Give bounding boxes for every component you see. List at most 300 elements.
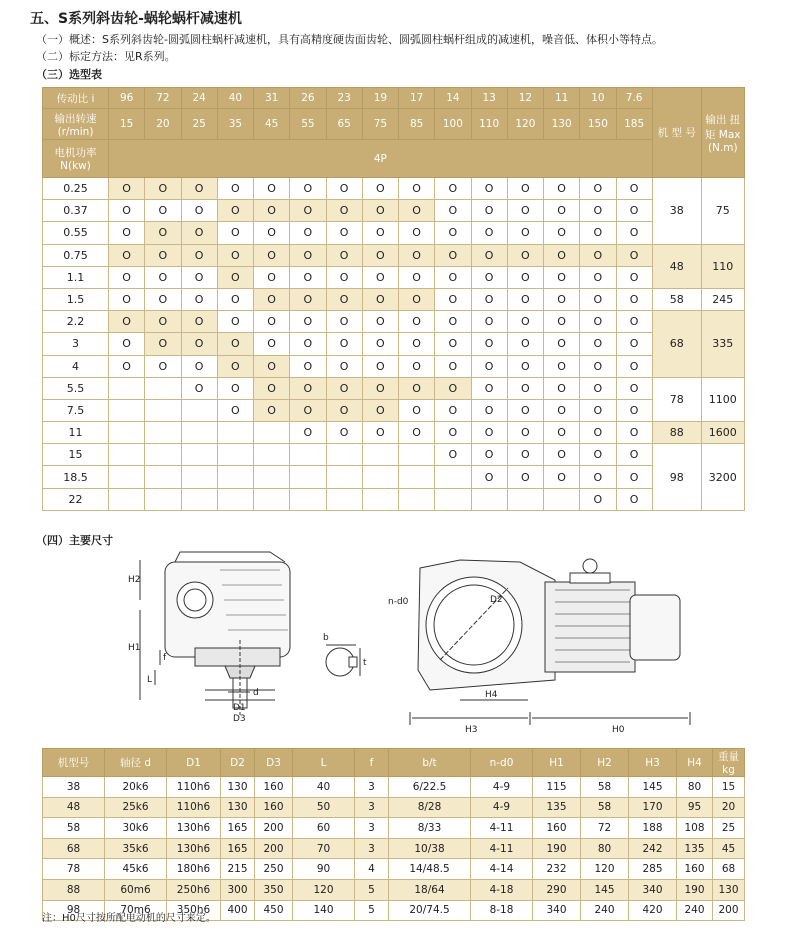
availability-cell: O	[399, 200, 435, 222]
torque-value: 110	[701, 244, 744, 288]
availability-cell: O	[145, 244, 181, 266]
ratio-value: 96	[109, 88, 145, 109]
label-d2: D2	[490, 595, 503, 605]
availability-cell: O	[362, 333, 398, 355]
availability-cell: O	[217, 355, 253, 377]
dimension-cell: 130	[713, 879, 745, 900]
availability-cell	[507, 488, 543, 510]
label-d3: D3	[233, 714, 246, 724]
power-value: 3	[43, 333, 109, 355]
dimension-cell: 135	[533, 797, 581, 818]
availability-cell	[109, 377, 145, 399]
availability-cell: O	[544, 222, 580, 244]
availability-cell: O	[471, 288, 507, 310]
ratio-value: 23	[326, 88, 362, 109]
availability-cell: O	[399, 244, 435, 266]
dimension-cell: 3	[355, 818, 389, 839]
ratio-label: 传动比 i	[43, 88, 109, 109]
dimension-row	[43, 859, 745, 880]
availability-cell: O	[109, 288, 145, 310]
dimension-cell: 200	[713, 900, 745, 921]
dimension-cell: 145	[629, 777, 677, 798]
dimension-cell: 18/64	[389, 879, 471, 900]
availability-cell: O	[580, 422, 616, 444]
availability-cell: O	[181, 222, 217, 244]
dimension-cell: 140	[293, 900, 355, 921]
model-value: 98	[652, 444, 701, 511]
power-value: 0.55	[43, 222, 109, 244]
availability-cell	[181, 399, 217, 421]
dimension-cell: 215	[221, 859, 255, 880]
availability-cell: O	[181, 355, 217, 377]
availability-cell: O	[109, 355, 145, 377]
speed-value: 65	[326, 109, 362, 140]
availability-cell	[399, 444, 435, 466]
availability-cell: O	[616, 399, 652, 421]
dimension-cell: 450	[255, 900, 293, 921]
dimension-cell: 145	[581, 879, 629, 900]
dimension-cell: 80	[581, 838, 629, 859]
availability-cell: O	[507, 466, 543, 488]
availability-cell	[254, 422, 290, 444]
availability-cell: O	[507, 222, 543, 244]
availability-cell: O	[109, 200, 145, 222]
availability-cell: O	[435, 422, 471, 444]
availability-cell	[290, 466, 326, 488]
dimension-cell: 130h6	[167, 838, 221, 859]
torque-value: 335	[701, 311, 744, 378]
dimension-cell: 58	[581, 797, 629, 818]
availability-cell: O	[435, 444, 471, 466]
availability-cell: O	[254, 288, 290, 310]
dimension-cell: 50	[293, 797, 355, 818]
label-t: t	[363, 658, 367, 668]
availability-cell: O	[616, 178, 652, 200]
availability-cell: O	[507, 377, 543, 399]
dimension-cell: 110h6	[167, 797, 221, 818]
dimension-cell: 45	[713, 838, 745, 859]
selection-row	[43, 488, 745, 510]
availability-cell: O	[616, 333, 652, 355]
dimension-cell: 6/22.5	[389, 777, 471, 798]
availability-cell: O	[290, 178, 326, 200]
dimension-cell: 98	[43, 900, 105, 921]
availability-cell: O	[544, 399, 580, 421]
dimension-cell: 5	[355, 879, 389, 900]
availability-cell: O	[145, 200, 181, 222]
dimension-row	[43, 818, 745, 839]
availability-cell: O	[580, 222, 616, 244]
availability-cell: O	[362, 422, 398, 444]
dimension-cell: 340	[533, 900, 581, 921]
dimension-cell: 25	[713, 818, 745, 839]
dimension-cell: 120	[581, 859, 629, 880]
dimension-cell: 180h6	[167, 859, 221, 880]
availability-cell: O	[181, 311, 217, 333]
availability-cell: O	[109, 222, 145, 244]
availability-cell: O	[544, 422, 580, 444]
availability-cell: O	[616, 311, 652, 333]
availability-cell	[399, 488, 435, 510]
availability-cell: O	[362, 200, 398, 222]
availability-cell	[181, 444, 217, 466]
availability-cell: O	[217, 377, 253, 399]
dimension-cell: 95	[677, 797, 713, 818]
dimension-cell: 4-11	[471, 838, 533, 859]
availability-cell: O	[580, 444, 616, 466]
dimension-cell: 4-9	[471, 797, 533, 818]
availability-cell	[326, 488, 362, 510]
speed-value: 15	[109, 109, 145, 140]
availability-cell: O	[544, 288, 580, 310]
availability-cell: O	[507, 422, 543, 444]
ratio-value: 26	[290, 88, 326, 109]
power-value: 0.75	[43, 244, 109, 266]
availability-cell: O	[435, 333, 471, 355]
availability-cell: O	[217, 399, 253, 421]
availability-cell	[181, 466, 217, 488]
availability-cell	[326, 444, 362, 466]
dimension-cell: 250	[255, 859, 293, 880]
availability-cell: O	[254, 355, 290, 377]
availability-cell: O	[145, 178, 181, 200]
marking-text: 见R系列。	[124, 50, 176, 63]
availability-cell: O	[435, 222, 471, 244]
availability-cell	[181, 422, 217, 444]
availability-cell: O	[471, 444, 507, 466]
speed-value: 20	[145, 109, 181, 140]
dimension-cell: 232	[533, 859, 581, 880]
ratio-value: 17	[399, 88, 435, 109]
ratio-value: 10	[580, 88, 616, 109]
availability-cell: O	[544, 355, 580, 377]
availability-cell: O	[326, 288, 362, 310]
availability-cell: O	[435, 355, 471, 377]
label-l: L	[147, 675, 153, 685]
dimension-cell: 70m6	[105, 900, 167, 921]
availability-cell: O	[109, 266, 145, 288]
page-title: 五、S系列斜齿轮-蜗轮蜗杆减速机	[30, 11, 242, 27]
speed-value: 35	[217, 109, 253, 140]
power-value: 1.5	[43, 288, 109, 310]
footnote: 注：H0尺寸按所配电动机的尺寸来定。	[42, 913, 216, 924]
availability-cell: O	[181, 266, 217, 288]
dimension-row	[43, 838, 745, 859]
dimension-header-cell: H4	[677, 749, 713, 777]
dimension-cell: 240	[581, 900, 629, 921]
availability-cell: O	[290, 333, 326, 355]
availability-cell: O	[254, 311, 290, 333]
availability-cell: O	[471, 466, 507, 488]
availability-cell: O	[109, 244, 145, 266]
availability-cell	[181, 488, 217, 510]
availability-cell: O	[290, 399, 326, 421]
availability-cell: O	[362, 178, 398, 200]
dimension-cell: 160	[255, 777, 293, 798]
availability-cell: O	[217, 178, 253, 200]
availability-cell	[362, 444, 398, 466]
power-value: 18.5	[43, 466, 109, 488]
availability-cell: O	[217, 288, 253, 310]
marking-label: （二）标定方法：	[36, 50, 124, 63]
dimension-cell: 4-11	[471, 818, 533, 839]
dimension-cell: 70	[293, 838, 355, 859]
power-value: 5.5	[43, 377, 109, 399]
availability-cell: O	[507, 288, 543, 310]
torque-value: 245	[701, 288, 744, 310]
dimension-cell: 10/38	[389, 838, 471, 859]
dimension-cell: 30k6	[105, 818, 167, 839]
torque-value: 75	[701, 178, 744, 245]
availability-cell: O	[471, 355, 507, 377]
availability-cell	[109, 399, 145, 421]
power-value: 1.1	[43, 266, 109, 288]
power-value: 7.5	[43, 399, 109, 421]
dimension-cell: 4-14	[471, 859, 533, 880]
dimension-cell: 200	[255, 818, 293, 839]
availability-cell	[254, 444, 290, 466]
availability-cell	[435, 488, 471, 510]
availability-cell: O	[145, 333, 181, 355]
availability-cell: O	[290, 266, 326, 288]
availability-cell: O	[290, 311, 326, 333]
ratio-value: 7.6	[616, 88, 652, 109]
ratio-value: 14	[435, 88, 471, 109]
availability-cell: O	[471, 377, 507, 399]
dimension-table	[42, 748, 745, 921]
availability-cell: O	[435, 311, 471, 333]
availability-cell	[217, 488, 253, 510]
availability-cell	[217, 466, 253, 488]
label-nd0: n-d0	[388, 597, 409, 607]
availability-cell: O	[181, 288, 217, 310]
availability-cell: O	[254, 200, 290, 222]
dimension-header-cell: n-d0	[471, 749, 533, 777]
availability-cell: O	[326, 266, 362, 288]
dimension-cell: 38	[43, 777, 105, 798]
availability-cell	[145, 488, 181, 510]
ratio-value: 40	[217, 88, 253, 109]
dimension-cell: 90	[293, 859, 355, 880]
availability-cell: O	[580, 466, 616, 488]
dimension-cell: 72	[581, 818, 629, 839]
selection-row	[43, 422, 745, 444]
power-value: 2.2	[43, 311, 109, 333]
ratio-value: 13	[471, 88, 507, 109]
availability-cell: O	[290, 222, 326, 244]
selection-row	[43, 222, 745, 244]
availability-cell: O	[145, 288, 181, 310]
selection-row	[43, 444, 745, 466]
dimension-cell: 350	[255, 879, 293, 900]
dimension-cell: 60m6	[105, 879, 167, 900]
availability-cell: O	[507, 244, 543, 266]
availability-cell: O	[145, 311, 181, 333]
availability-cell	[217, 444, 253, 466]
availability-cell: O	[326, 311, 362, 333]
availability-cell: O	[290, 355, 326, 377]
dimension-cell: 60	[293, 818, 355, 839]
availability-cell: O	[109, 178, 145, 200]
availability-cell: O	[580, 399, 616, 421]
dimension-header-cell: D1	[167, 749, 221, 777]
model-value: 38	[652, 178, 701, 245]
availability-cell: O	[435, 288, 471, 310]
availability-cell: O	[326, 399, 362, 421]
availability-cell	[145, 422, 181, 444]
selection-row	[43, 200, 745, 222]
availability-cell: O	[399, 311, 435, 333]
model-value: 78	[652, 377, 701, 421]
ratio-value: 11	[544, 88, 580, 109]
availability-cell: O	[435, 377, 471, 399]
dimension-cell: 8/33	[389, 818, 471, 839]
dimension-cell: 420	[629, 900, 677, 921]
availability-cell: O	[399, 422, 435, 444]
availability-cell: O	[362, 377, 398, 399]
label-d1: D1	[233, 703, 246, 713]
availability-cell: O	[616, 377, 652, 399]
availability-cell	[217, 422, 253, 444]
availability-cell: O	[362, 355, 398, 377]
power-value: 22	[43, 488, 109, 510]
dimension-cell: 40	[293, 777, 355, 798]
availability-cell: O	[290, 288, 326, 310]
availability-cell: O	[616, 222, 652, 244]
selection-row	[43, 377, 745, 399]
availability-cell: O	[254, 377, 290, 399]
availability-cell: O	[544, 311, 580, 333]
dimension-cell: 160	[255, 797, 293, 818]
availability-cell	[109, 488, 145, 510]
overview-text: S系列斜齿轮-圆弧圆柱蜗杆减速机，具有高精度硬齿面齿轮、圆弧圆柱蜗杆组成的减速机，噪音低、体积小等特点。	[102, 33, 663, 46]
selection-row	[43, 311, 745, 333]
availability-cell: O	[507, 333, 543, 355]
availability-cell: O	[507, 178, 543, 200]
dimension-drawing	[0, 540, 800, 750]
speed-value: 130	[544, 109, 580, 140]
ratio-value: 12	[507, 88, 543, 109]
availability-cell: O	[362, 288, 398, 310]
dimension-cell: 130h6	[167, 818, 221, 839]
ratio-value: 72	[145, 88, 181, 109]
availability-cell: O	[544, 466, 580, 488]
availability-cell: O	[326, 222, 362, 244]
availability-cell: O	[435, 200, 471, 222]
dimension-cell: 120	[293, 879, 355, 900]
availability-cell	[254, 488, 290, 510]
availability-cell	[326, 466, 362, 488]
availability-cell: O	[181, 200, 217, 222]
availability-cell	[290, 488, 326, 510]
availability-cell: O	[290, 244, 326, 266]
dimension-cell: 8-18	[471, 900, 533, 921]
availability-cell	[145, 444, 181, 466]
availability-cell: O	[580, 288, 616, 310]
label-b: b	[323, 633, 329, 643]
dimension-header-cell: L	[293, 749, 355, 777]
selection-row	[43, 355, 745, 377]
availability-cell: O	[254, 178, 290, 200]
dimension-cell: 350h6	[167, 900, 221, 921]
dimension-header-cell: H1	[533, 749, 581, 777]
dimension-cell: 285	[629, 859, 677, 880]
availability-cell: O	[471, 244, 507, 266]
power-label: 电机功率 N(kw)	[43, 140, 109, 178]
speed-value: 45	[254, 109, 290, 140]
dimension-cell: 3	[355, 838, 389, 859]
availability-cell: O	[580, 311, 616, 333]
dimension-cell: 170	[629, 797, 677, 818]
availability-cell	[109, 444, 145, 466]
speed-value: 150	[580, 109, 616, 140]
dimension-cell: 200	[255, 838, 293, 859]
dimension-cell: 15	[713, 777, 745, 798]
availability-cell: O	[471, 178, 507, 200]
selection-title: （三）选型表	[36, 68, 102, 81]
speed-row	[43, 109, 745, 140]
dimension-header-cell: b/t	[389, 749, 471, 777]
ratio-row	[43, 88, 745, 109]
availability-cell: O	[181, 333, 217, 355]
availability-cell: O	[435, 244, 471, 266]
availability-cell: O	[544, 333, 580, 355]
availability-cell: O	[507, 444, 543, 466]
availability-cell	[254, 466, 290, 488]
availability-cell: O	[217, 333, 253, 355]
selection-row	[43, 266, 745, 288]
availability-cell: O	[616, 488, 652, 510]
dimension-cell: 190	[677, 879, 713, 900]
availability-cell: O	[290, 377, 326, 399]
availability-cell: O	[399, 377, 435, 399]
dimension-cell: 135	[677, 838, 713, 859]
availability-cell: O	[254, 333, 290, 355]
dimension-row	[43, 879, 745, 900]
ratio-value: 31	[254, 88, 290, 109]
availability-cell: O	[326, 422, 362, 444]
availability-cell: O	[616, 466, 652, 488]
availability-cell	[399, 466, 435, 488]
availability-cell: O	[544, 444, 580, 466]
torque-value: 1600	[701, 422, 744, 444]
availability-cell: O	[580, 200, 616, 222]
dimension-cell: 4-9	[471, 777, 533, 798]
dimension-cell: 300	[221, 879, 255, 900]
power-value: 15	[43, 444, 109, 466]
availability-cell: O	[471, 266, 507, 288]
availability-cell	[471, 488, 507, 510]
availability-cell: O	[471, 311, 507, 333]
availability-cell: O	[616, 266, 652, 288]
dimension-header-cell: D3	[255, 749, 293, 777]
availability-cell: O	[181, 178, 217, 200]
availability-cell: O	[399, 222, 435, 244]
availability-cell: O	[217, 200, 253, 222]
dimension-header-cell: H3	[629, 749, 677, 777]
availability-cell: O	[580, 377, 616, 399]
label-h2: H2	[128, 575, 141, 585]
availability-cell: O	[616, 355, 652, 377]
availability-cell: O	[109, 333, 145, 355]
selection-table	[42, 87, 745, 511]
availability-cell: O	[544, 200, 580, 222]
availability-cell: O	[399, 333, 435, 355]
availability-cell: O	[471, 422, 507, 444]
availability-cell: O	[580, 266, 616, 288]
availability-cell: O	[507, 399, 543, 421]
dimension-cell: 242	[629, 838, 677, 859]
